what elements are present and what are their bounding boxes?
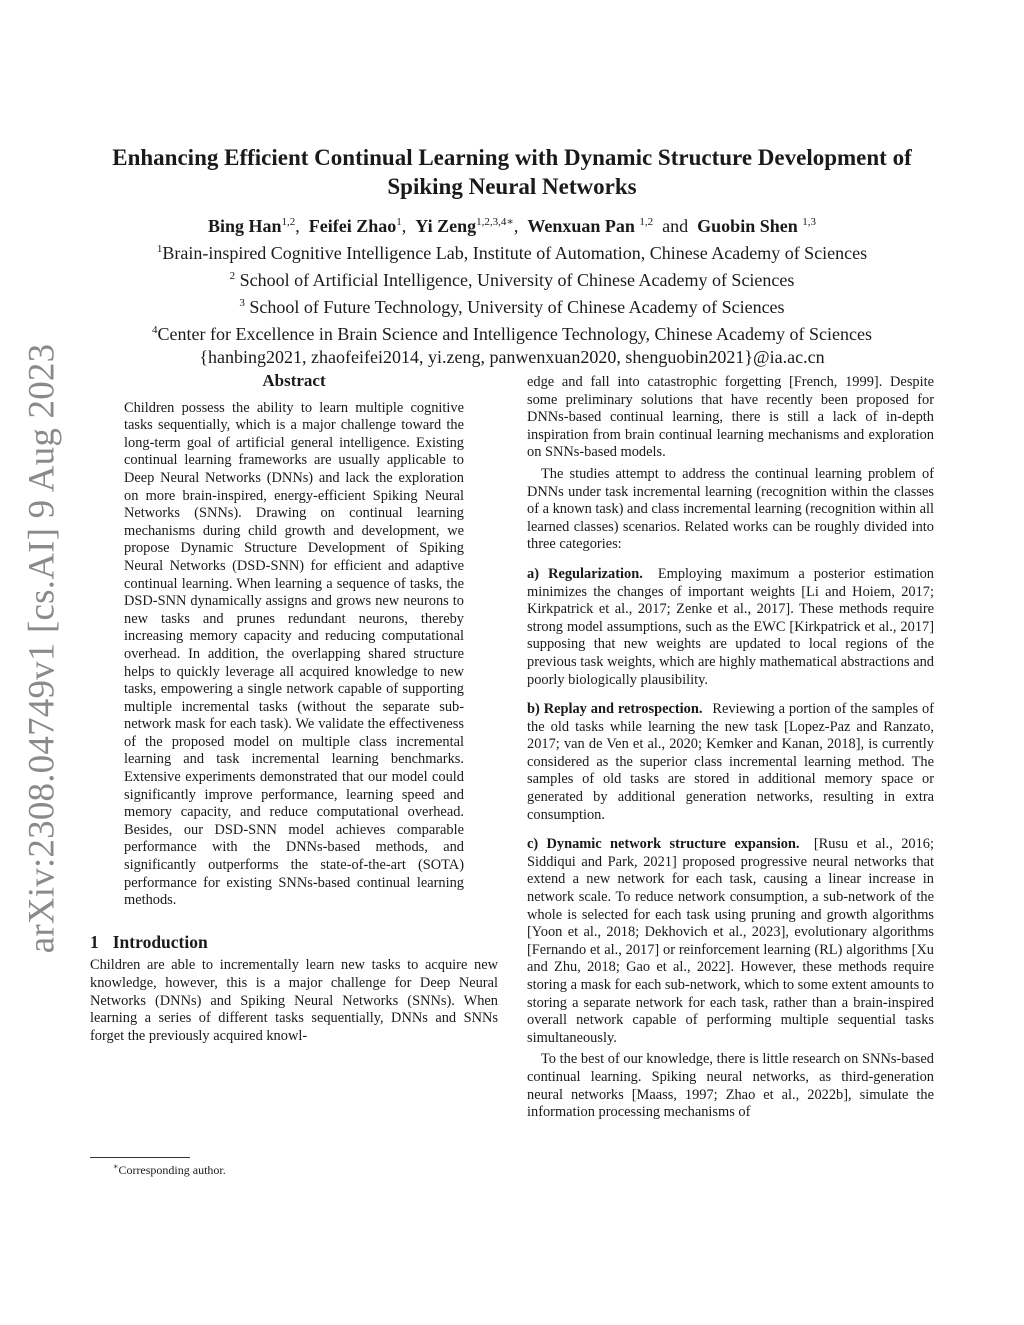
author-sep: , xyxy=(513,216,519,236)
abstract-text: Children possess the ability to learn multiple cognitive tasks sequentially, which is a major challenge toward the long-term goal of artificial general intelligence. Existing continual learning frameworks are usually applicable to Deep Neural Networks (DNNs) and lack the exploration on more brain-inspired, energy-efficient Spiking Neural Networks (SNNs). Drawing on continual learning mechanisms during child growth and development, we propose Dynamic Structure Development of Spiking Neural Networks (DSD-SNN) for efficient and adaptive continual learning. When learning a sequence of tasks, the DSD-SNN dynamically assigns and grows new neurons to new tasks and prunes redundant neurons, thereby increasing memory capacity and reducing computational overhead. In addition, the overlapping shared structure helps to quickly leverage all acquired knowledge to new tasks, empowering a single network capable of supporting multiple incremental tasks (without the separate sub-network mask for each task). We validate the effectiveness of the proposed model on multiple class incremental learning and task incremental learning benchmarks. Extensive experiments demonstrated that our model could significantly improve performance, learning speed and memory capacity, and reduce computational overhead. Besides, our DSD-SNN model achieves comparable performance with the DNNs-based methods, and significantly outperforms the state-of-the-art (SOTA) performance for existing SNNs-based continual learning methods. xyxy=(124,399,464,909)
author-affil: 1,2,3,4∗ xyxy=(476,216,514,228)
category-text: Reviewing a portion of the samples of the old tasks while learning the new task [Lopez-Paz and Ranzato, 2017; van de Ven et al., 2020; Kemker and Kanan, 2018], is currently considered as the superior class incremental learning method. The samples of old tasks are stored in additional memory space or generated by additional generation networks, resulting in extra consumption. xyxy=(527,701,934,823)
affiliation-text: Center for Excellence in Brain Science and Intelligence Technology, Chinese Academy of Sciences xyxy=(157,324,872,344)
author-name: Feifei Zhao xyxy=(308,216,397,236)
arxiv-identifier: arXiv:2308.04749v1 [cs.AI] 9 Aug 2023 xyxy=(21,343,63,953)
affiliation xyxy=(80,292,944,319)
abstract-heading: Abstract xyxy=(262,371,326,390)
affiliation-mark: 2 xyxy=(229,270,236,282)
category-title: b) Replay and retrospection. xyxy=(527,701,703,718)
intro-paragraph: Children are able to incrementally learn new tasks to acquire new knowledge, however, this is a major challenge for Deep Neural Networks (DNNs) and Spiking Neural Networks (SNNs). When learning a series of different tasks sequentially, DNNs and SNNs forget the previously acquired knowl- xyxy=(90,957,498,1044)
category-title: a) Regularization. xyxy=(527,565,643,582)
author-affil: 1 xyxy=(396,216,402,228)
author-affil: 1,2 xyxy=(281,216,296,228)
section-heading-introduction xyxy=(90,931,498,952)
affiliation-mark: 1 xyxy=(156,243,163,255)
author-affil: 1,2 xyxy=(639,216,654,228)
paper-header xyxy=(80,143,944,369)
affiliation-text: School of Artificial Intelligence, University of Chinese Academy of Sciences xyxy=(239,270,795,290)
paper-title xyxy=(80,143,944,201)
footnote-mark: ∗ xyxy=(113,1162,119,1171)
category-regularization xyxy=(527,566,934,689)
author-emails: {hanbing2021, zhaofeifei2014, yi.zeng, panwenxuan2020, shenguobin2021}@ia.ac.cn xyxy=(199,347,825,367)
affiliation xyxy=(80,319,944,346)
author-name: Wenxuan Pan xyxy=(527,216,635,236)
category-title: c) Dynamic network structure expansion. xyxy=(527,836,800,853)
title-line-2: Spiking Neural Networks xyxy=(387,174,637,199)
author-name: Guobin Shen xyxy=(697,216,798,236)
category-replay xyxy=(527,701,934,824)
affiliation xyxy=(80,265,944,292)
author-sep: , xyxy=(401,216,407,236)
body-paragraph: The studies attempt to address the continual learning problem of DNNs under task incremental learning (recognition within the classes of a known task) and class incremental learning (recognition within all learned classes) scenarios. Related works can be roughly divided into three categories: xyxy=(527,465,934,553)
left-column xyxy=(90,372,498,1045)
body-paragraph: To the best of our knowledge, there is little research on SNNs-based continual learning. Spiking neural networks, as third-generation neural networks [Maass, 1997; Zhao et al., 2022b], simulate the information processing mechanisms of xyxy=(527,1051,934,1121)
affiliation-mark: 4 xyxy=(152,324,158,336)
right-column xyxy=(527,374,934,1122)
affiliation-text: School of Future Technology, University of Chinese Academy of Sciences xyxy=(249,297,785,317)
footnote-text: Corresponding author. xyxy=(118,1163,226,1177)
body-paragraph: edge and fall into catastrophic forgetting [French, 1999]. Despite some preliminary solutions that have recently been proposed for DNNs-based continual learning, there is still a lack of in-depth inspiration from brain continual learning mechanisms and exploration on SNNs-based models. xyxy=(527,374,934,461)
category-dynamic-structure xyxy=(527,836,934,1047)
author-affil: 1,3 xyxy=(802,216,816,228)
category-text: Employing maximum a posterior estimation minimizes the changes of important weights [Li and Hoiem, 2017; Kirkpatrick et al., 2017; Zenke et al., 2017]. These methods require strong model assumptions, such as the EWC [Kirkpatrick et al., 2017] supposing that new weights are updated to local regions of the previous task weights, which are highly mathematical abstractions and poorly biologically plausibility. xyxy=(527,565,934,688)
arxiv-side-stamp xyxy=(4,343,80,953)
category-text: [Rusu et al., 2016; Siddiqui and Park, 2021] proposed progressive neural networks that extend a new network for each task, causing a linear increase in network scale. To reduce network consumption, a sub-network of the whole is selected for each task using pruning and growth algorithms [Yoon et al., 2018; Dekhovich et al., 2023], evolutionary algorithms [Fernando et al., 2017] or reinforcement learning (RL) algorithms [Xu and Zhu, 2018; Gao et al., 2022]. However, these methods require storing a mask for each sub-network, which to some extent amounts to storing a separate network for each task, rather than a brain-inspired overall network capable of performing multiple sequential tasks simultaneously. xyxy=(527,836,934,1046)
affiliation-text: Brain-inspired Cognitive Intelligence Lab, Institute of Automation, Chinese Academy of Sciences xyxy=(162,243,868,263)
affiliation xyxy=(80,238,944,265)
author-list xyxy=(80,210,944,238)
affiliation-mark: 3 xyxy=(239,297,245,309)
author-sep: , xyxy=(295,216,300,236)
section-number: 1 xyxy=(90,931,99,952)
author-name: Bing Han xyxy=(208,216,282,236)
author-name: Yi Zeng xyxy=(415,216,477,236)
section-title: Introduction xyxy=(112,931,208,952)
footnote-rule xyxy=(90,1157,190,1158)
author-and: and xyxy=(662,216,689,236)
title-line-1: Enhancing Efficient Continual Learning with Dynamic Structure Development of xyxy=(112,145,912,170)
footnote xyxy=(113,1162,226,1178)
